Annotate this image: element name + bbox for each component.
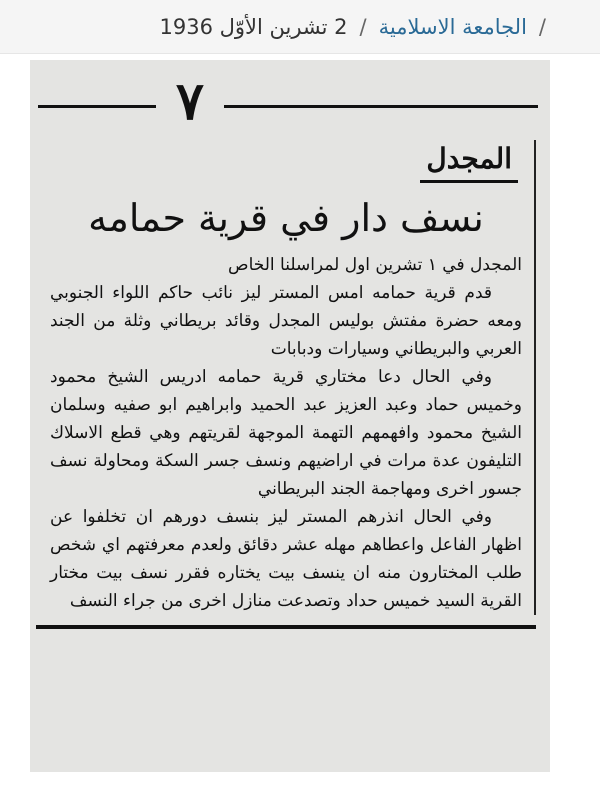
page-number: ٧ xyxy=(176,71,204,132)
article-paragraph: وفي الحال انذرهم المستر ليز بنسف دورهم ان تخلفوا عن اظهار الفاعل واعطاهم مهله عشر دقائق ولعدم معرفتهم اي شخص طلب المختارون منه ان ينسف بيت يختاره فقرر نسف بيت مختار القرية السيد خميس حداد وتصدعت منازل اخرى من جراء النسف xyxy=(50,507,522,611)
section-title: المجدل xyxy=(420,140,518,183)
header-rule-left xyxy=(38,105,156,108)
article-dateline: المجدل في ١ تشرين اول لمراسلنا الخاص xyxy=(228,255,522,275)
article-headline: نسف دار في قرية حمامه xyxy=(88,196,484,240)
breadcrumb-separator: / xyxy=(538,14,546,39)
section-title-wrap xyxy=(50,140,522,183)
article-paragraph: قدم قرية حمامه امس المستر ليز نائب حاكم اللواء الجنوبي ومعه حضرة مفتش بوليس المجدل وقائد بريطاني وثلة من الجند العربي والبريطاني وسيارات ودبابات xyxy=(50,283,522,359)
article-column xyxy=(30,140,536,615)
clipping-header xyxy=(30,60,550,140)
breadcrumb-link-publication[interactable]: الجامعة الاسلامية xyxy=(378,14,527,39)
article-body xyxy=(50,251,522,615)
breadcrumb-current-issue: 2 تشرين الأوّل 1936 xyxy=(159,14,348,39)
breadcrumb xyxy=(0,0,600,54)
newspaper-clipping xyxy=(30,60,550,772)
header-rule-right xyxy=(224,105,538,108)
breadcrumb-separator: / xyxy=(359,14,367,39)
article-paragraph: وفي الحال دعا مختاري قرية حمامه ادريس الشيخ محمود وخميس حماد وعبد العزيز عبد الحميد وابراهيم ابو صفيه وسلمان الشيخ محمود وافهمهم التهمة الموجهة لقريتهم وهي قطع الاسلاك التليفون عدة مرات في اراضيهم ونسف جسر السكة ومحاولة نسف جسور اخرى ومهاجمة الجند البريطاني xyxy=(50,367,522,499)
bottom-rule xyxy=(36,625,536,629)
